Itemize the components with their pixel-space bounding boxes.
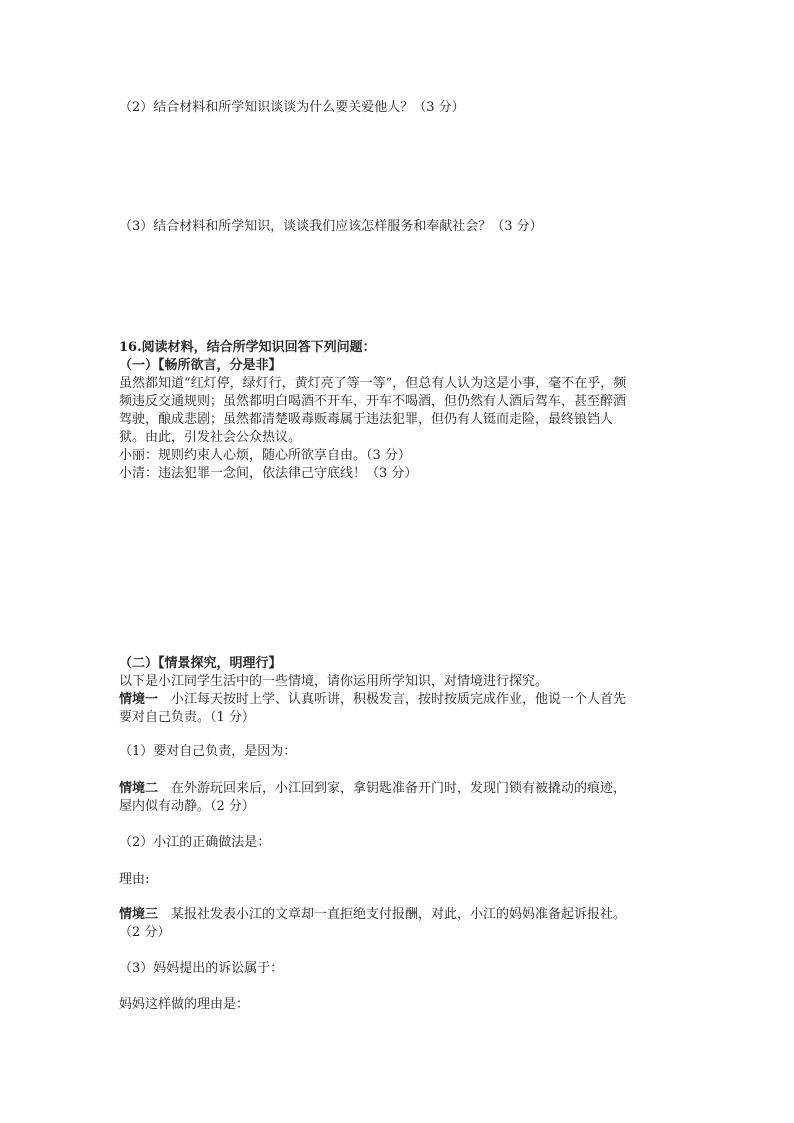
xiaoqing-statement: 小清：违法犯罪一念间，依法律己守底线！（3 分）	[119, 466, 418, 481]
situation-3-label: 情境三	[119, 907, 159, 922]
situation-1-text: 小江每天按时上学、认真听讲，积极发言，按时按质完成作业，他说一个人首先	[158, 692, 627, 707]
situation-2-line-2: 屋内似有动静。（2 分）	[119, 799, 255, 814]
situation-2-line-1	[119, 780, 626, 798]
situation-3-line-1	[119, 906, 626, 924]
situation-1-line-2: 要对自己负责。（1 分）	[119, 710, 255, 725]
part-1-heading: （一）【畅所欲言，分是非】	[119, 358, 282, 373]
material-line-1: 虽然都知道“红灯停，绿灯行，黄灯亮了等一等”，但总有人认为这是小事，毫不在乎，频	[119, 376, 627, 391]
material-line-3: 驾驶，酿成悲剧；虽然都清楚吸毒贩毒属于违法犯罪，但仍有人铤而走险，最终锒铛人	[119, 412, 614, 427]
question-16-title: 16.阅读材料，结合所学知识回答下列问题：	[119, 340, 376, 355]
situation-3-reason: 妈妈这样做的理由是：	[119, 997, 250, 1012]
situation-3-text: 某报社发表小江的文章却一直拒绝支付报酬，对此，小江的妈妈准备起诉报社。	[158, 907, 627, 922]
situation-2-label: 情境二	[119, 781, 159, 796]
part-2-intro: 以下是小江同学生活中的一些情境，请你运用所学知识，对情境进行探究。	[119, 674, 549, 689]
situation-1-label: 情境一	[119, 692, 159, 707]
part-2-heading: （二）【情景探究，明理行】	[119, 656, 282, 671]
question-15-part-3: （3）结合材料和所学知识，谈谈我们应该怎样服务和奉献社会？（3 分）	[119, 219, 543, 234]
situation-3-question: （3）妈妈提出的诉讼属于：	[119, 961, 284, 976]
material-line-4: 狱。由此，引发社会公众热议。	[119, 430, 302, 445]
situation-2-reason: 理由:	[119, 872, 150, 887]
xiaoli-statement: 小丽：规则约束人心烦，随心所欲享自由。（3 分）	[119, 448, 411, 463]
situation-1-question: （1）要对自己负责，是因为：	[119, 744, 297, 759]
question-15-part-2: （2）结合材料和所学知识谈谈为什么要关爱他人？（3 分）	[119, 100, 465, 115]
situation-2-question: （2）小江的正确做法是：	[119, 835, 271, 850]
situation-1-line-1	[119, 691, 626, 709]
situation-2-text: 在外游玩回来后，小江回到家，拿钥匙准备开门时，发现门锁有被撬动的痕迹，	[158, 781, 627, 796]
material-line-2: 频违反交通规则；虽然都明白喝酒不开车，开车不喝酒，但仍然有人酒后驾车，甚至醉酒	[119, 394, 627, 409]
situation-3-line-2: （2 分）	[119, 925, 171, 940]
